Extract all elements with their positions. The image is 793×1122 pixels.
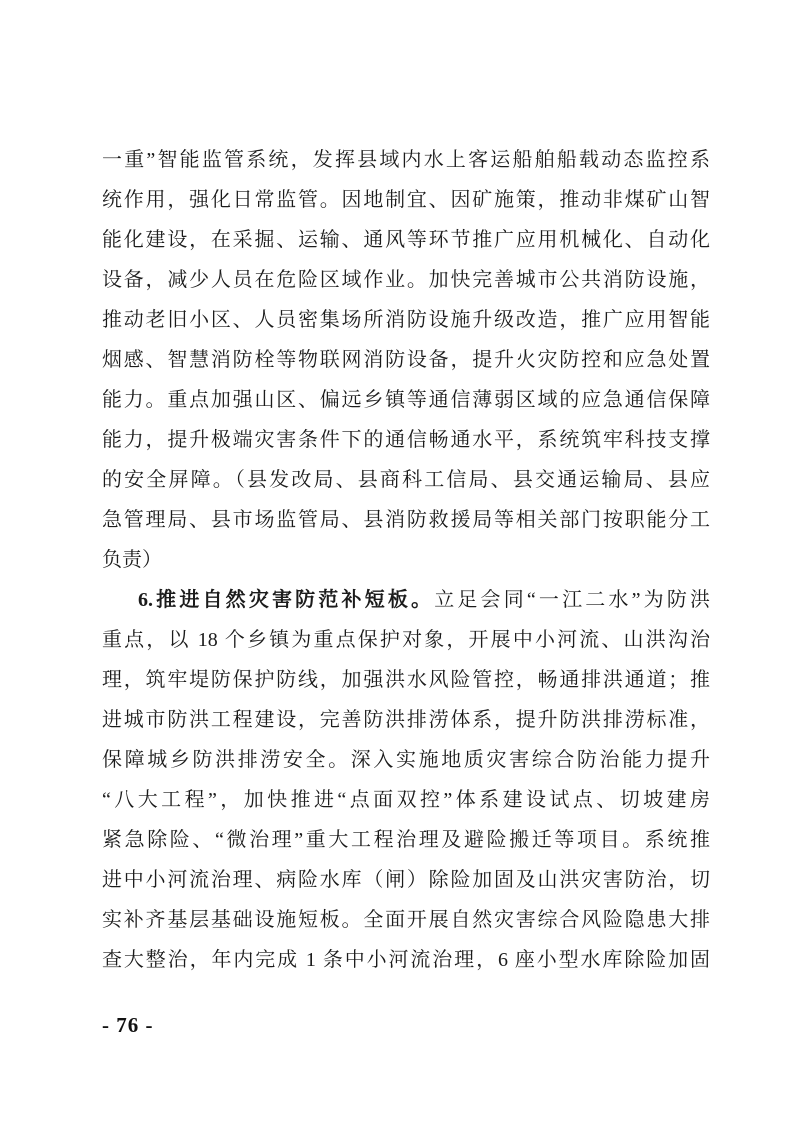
text-line-content: 统作用，强化日常监管。因地制宜、因矿施策，推动非煤矿山智 xyxy=(102,189,710,211)
text-line xyxy=(102,300,710,340)
text-line xyxy=(102,340,710,380)
page-number: - 76 - xyxy=(102,1013,154,1037)
text-line-content: 理，筑牢堤防保护防线，加强洪水风险管控，畅通排洪通道；推 xyxy=(102,669,710,691)
text-line xyxy=(102,900,710,940)
text-line-content: 紧急除险、“微治理”重大工程治理及避险搬迁等项目。系统推 xyxy=(102,829,710,851)
text-line-content: 进城市防洪工程建设，完善防洪排涝体系，提升防洪排涝标准， xyxy=(102,709,710,731)
text-line-content: 重点，以 18 个乡镇为重点保护对象，开展中小河流、山洪沟治 xyxy=(102,629,710,651)
text-line-content: 一重”智能监管系统，发挥县域内水上客运船舶船载动态监控系 xyxy=(102,149,710,171)
text-line-content: 的安全屏障。（县发改局、县商科工信局、县交通运输局、县应 xyxy=(102,469,710,491)
text-line-content: 实补齐基层基础设施短板。全面开展自然灾害综合风险隐患大排 xyxy=(102,909,710,931)
text-line xyxy=(102,260,710,300)
text-line xyxy=(102,820,710,860)
text-line-content: 烟感、智慧消防栓等物联网消防设备，提升火灾防控和应急处置 xyxy=(102,349,710,371)
text-line xyxy=(102,740,710,780)
text-line xyxy=(102,420,710,460)
text-line-content: 查大整治，年内完成 1 条中小河流治理，6 座小型水库除险加固 xyxy=(102,949,710,971)
text-line-content: 能力，提升极端灾害条件下的通信畅通水平，系统筑牢科技支撑 xyxy=(102,429,710,451)
text-line xyxy=(102,620,710,660)
text-line-content: 设备，减少人员在危险区域作业。加快完善城市公共消防设施， xyxy=(102,269,710,291)
text-line xyxy=(102,140,710,180)
text-line xyxy=(102,580,710,620)
text-line-content: 进中小河流治理、病险水库（闸）除险加固及山洪灾害防治，切 xyxy=(102,869,710,891)
text-line xyxy=(102,180,710,220)
text-line-content: “八大工程”，加快推进“点面双控”体系建设试点、切坡建房 xyxy=(102,789,710,811)
text-line-content: 能力。重点加强山区、偏远乡镇等通信薄弱区域的应急通信保障 xyxy=(102,389,710,411)
text-line xyxy=(102,700,710,740)
text-line xyxy=(102,540,710,580)
text-line xyxy=(102,380,710,420)
text-line-content: 能化建设，在采掘、运输、通风等环节推广应用机械化、自动化 xyxy=(102,229,710,251)
text-line-content: 急管理局、县市场监管局、县消防救援局等相关部门按职能分工 xyxy=(102,509,710,531)
paragraph-heading: 6.推进自然灾害防范补短板。 xyxy=(138,589,435,611)
body-text xyxy=(102,140,710,980)
text-line xyxy=(102,860,710,900)
text-line xyxy=(102,220,710,260)
text-line-content: 立足会同“一江二水”为防洪 xyxy=(434,589,710,611)
text-line-content: 保障城乡防洪排涝安全。深入实施地质灾害综合防治能力提升 xyxy=(102,749,710,771)
text-line xyxy=(102,940,710,980)
text-line xyxy=(102,780,710,820)
text-line xyxy=(102,660,710,700)
text-line-content: 推动老旧小区、人员密集场所消防设施升级改造，推广应用智能 xyxy=(102,309,710,331)
text-line xyxy=(102,460,710,500)
text-line-content: 负责） xyxy=(102,549,162,571)
text-line xyxy=(102,500,710,540)
